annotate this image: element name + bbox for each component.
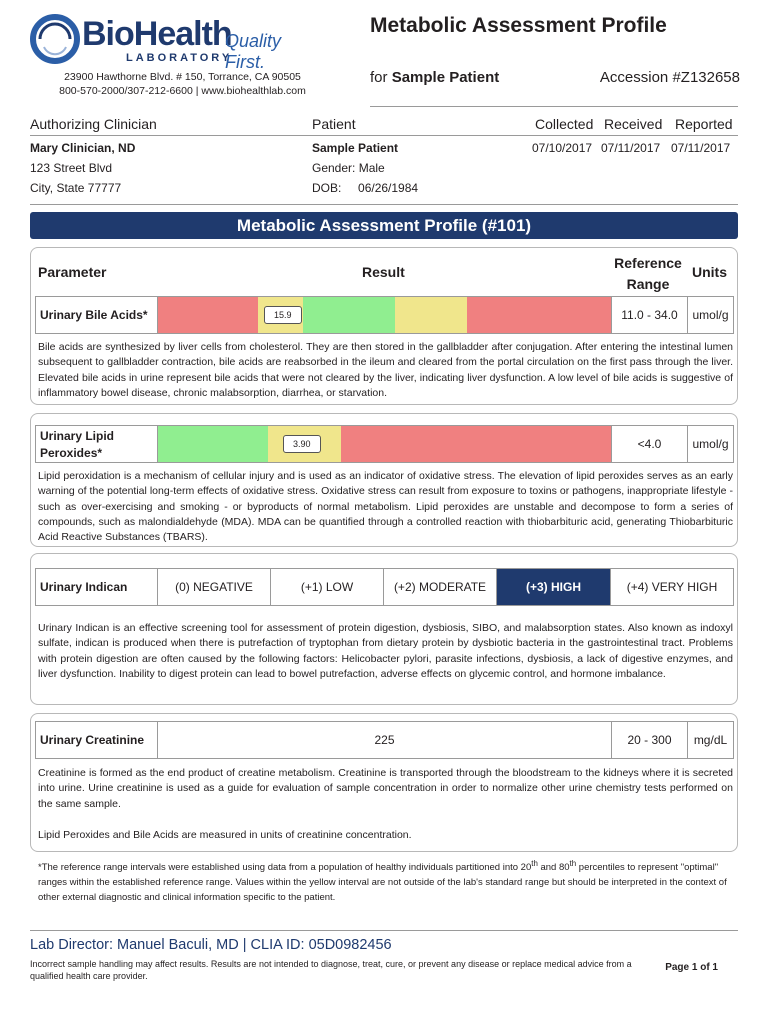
lipid-peroxides-description: Lipid peroxidation is a mechanism of cellular injury and is used as an indicator of oxidative stress. The elevation of lipid peroxides serves as an early warning of the potential long-term effects of oxidative stress. Oxidative stress can result from exposure to toxins or pathogens, inappropriate lifestyle - such as over-exercising and smoking - or byproducts of normal metabolism. Lipid peroxides are unstable and decompose to form a series of compounds, such as malondialdehyde (MDA). MDA can be quantified through a controlled reaction with thiobarbituric acid, generating Thiobarbituric Acid Reactive Substances (TBARS). [38,470,733,544]
clinician-city: City, State 77777 [30,181,122,195]
clinician-street: 123 Street Blvd [30,161,113,175]
creatinine-units: mg/dL [687,721,734,759]
info-bottom-divider [30,204,738,205]
patient-name: Sample Patient [312,141,399,155]
indican-description: Urinary Indican is an effective screening tool for assessment of protein digestion, dysbiosis, SIBO, and malabsorption states. Also known as indoxyl sulfate, indican is produced when there is putrefaction of tryptophan from dietary protein by dysbiotic bacteria in the gastrointestinal tract. Problems with protein digestion are often caused by the following factors: Helicobacter pylori, parasite infections, dysbiosis, a lack of digestive enzymes, and liver dysfunction. Inability to digest protein can lead to bowel putrefaction, adverse effects on glycemic control, and hormone imbalance. [38,622,733,680]
bile-acids-range-bar [157,296,612,334]
indican-name: Urinary Indican [35,568,158,606]
patient-gender: Gender: Male [312,161,385,175]
reference-header-line1: Reference [614,255,682,271]
indican-level-moderate: (+2) MODERATE [383,568,497,606]
patient-heading: Patient [312,116,356,132]
bile-acids-name: Urinary Bile Acids* [35,296,158,334]
lab-director: Lab Director: Manuel Baculi, MD | CLIA ID: 05D0982456 [30,937,392,953]
report-for-line [370,69,499,86]
lipid-peroxides-units: umol/g [687,425,734,463]
received-heading: Received [604,116,663,132]
page-number: Page 1 of 1 [665,962,718,973]
patient-dob [312,178,418,198]
indican-level-very-high: (+4) VERY HIGH [610,568,734,606]
clinician-info [30,138,135,198]
reported-heading: Reported [675,116,733,132]
biohealth-logo [30,14,320,70]
biohealth-logo-icon [30,14,80,64]
creatinine-result: 225 [157,721,612,759]
creatinine-units-note: Lipid Peroxides and Bile Acids are measured in units of creatinine concentration. [38,829,412,841]
reference-range-footnote [38,856,733,905]
creatinine-description: Creatinine is formed as the end product of creatine metabolism. Creatinine is transported through the bloodstream to the kidneys where it is secreted into urine. Urine creatinine is used as a guide for evaluation of sample concentration in order to normalize other urine chemistry tests performed on the same sample. [38,767,733,810]
footnote-text-2: and 80 [537,862,570,874]
address-line: 23900 Hawthorne Blvd. # 150, Torrance, CA 90505 [64,71,301,83]
lipid-peroxides-reference: <4.0 [611,425,688,463]
footer-divider [30,930,738,931]
dob-value: 06/26/1984 [358,181,419,195]
contact-line: 800-570-2000/307-212-6600 | www.biohealthlab.com [59,85,306,97]
section-banner: Metabolic Assessment Profile (#101) [30,212,738,239]
bile-acids-result-marker: 15.9 [264,306,302,324]
clinician-name: Mary Clinician, ND [30,141,136,155]
lipid-peroxides-result-marker: 3.90 [283,435,321,453]
creatinine-reference: 20 - 300 [611,721,688,759]
lipid-peroxides-name [35,425,158,463]
bar-green [303,297,395,333]
lipid-name-line1: Urinary Lipid [40,429,115,443]
lipid-peroxides-range-bar [157,425,612,463]
document-title: Metabolic Assessment Profile [370,14,667,37]
units-header: Units [692,264,727,280]
reference-header-line2: Range [626,276,670,292]
patient-info [312,138,418,198]
creatinine-name: Urinary Creatinine [35,721,158,759]
clinician-heading: Authorizing Clinician [30,116,157,132]
footnote-sup-1: th [531,859,538,868]
info-divider [30,135,738,136]
footnote-text-3: percentiles to represent "optimal" ranges within the established reference range. Values within the yellow interval are not outside of the lab's standard range but should be interpreted in the context of other external diagnostic and clinical information specific to the patient. [38,862,727,904]
received-date: 07/11/2017 [601,141,661,155]
reference-range-header [608,253,688,295]
result-header: Result [362,264,405,280]
collected-heading: Collected [535,116,594,132]
collected-date: 07/10/2017 [532,141,593,155]
bile-acids-units: umol/g [687,296,734,334]
bile-acids-description: Bile acids are synthesized by liver cells from cholesterol. They are then stored in the gallbladder after conjugation. After entering the intestinal lumen subsequent to gallbladder contraction, bile acids are reabsorbed in the ileum and cleared from the portal circulation on the first pass through the liver. Elevated bile acids in urine represent bile acids that were not cleared by the liver, indicating liver dysfunction. A low level of bile acids is suggestive of inflammatory bowel disease, chronic malabsorption, diarrhea, or starvation. [38,341,733,399]
accession-number: Accession #Z132658 [599,69,740,86]
for-prefix: for [370,69,388,86]
logo-laboratory-text: LABORATORY [126,52,233,64]
bar-red-low [158,297,258,333]
bar-green [158,426,268,462]
reported-date: 07/11/2017 [671,141,731,155]
logo-tagline: Quality First. [225,31,282,72]
lab-address [30,70,335,98]
header-patient-name: Sample Patient [391,69,500,86]
dob-label: DOB: [312,181,342,195]
lipid-name-line2: Peroxides* [40,446,103,460]
header-divider [370,106,738,107]
parameter-header: Parameter [38,264,107,280]
bar-red [341,426,612,462]
footer-disclaimer: Incorrect sample handling may affect results. Results are not intended to diagnose, treat, cure, or prevent any disease or replace medical advice from a qualified health care provider. [30,959,632,981]
bar-yellow-high [395,297,467,333]
bile-acids-reference: 11.0 - 34.0 [611,296,688,334]
indican-level-high-selected: (+3) HIGH [496,568,611,606]
footnote-text-1: *The reference range intervals were established using data from a population of healthy individuals partitioned into 20 [38,862,532,874]
indican-level-low: (+1) LOW [270,568,384,606]
logo-brand-text: BioHealth [82,15,232,53]
bar-red-high [467,297,612,333]
indican-level-negative: (0) NEGATIVE [157,568,271,606]
footnote-sup-2: th [569,859,577,868]
